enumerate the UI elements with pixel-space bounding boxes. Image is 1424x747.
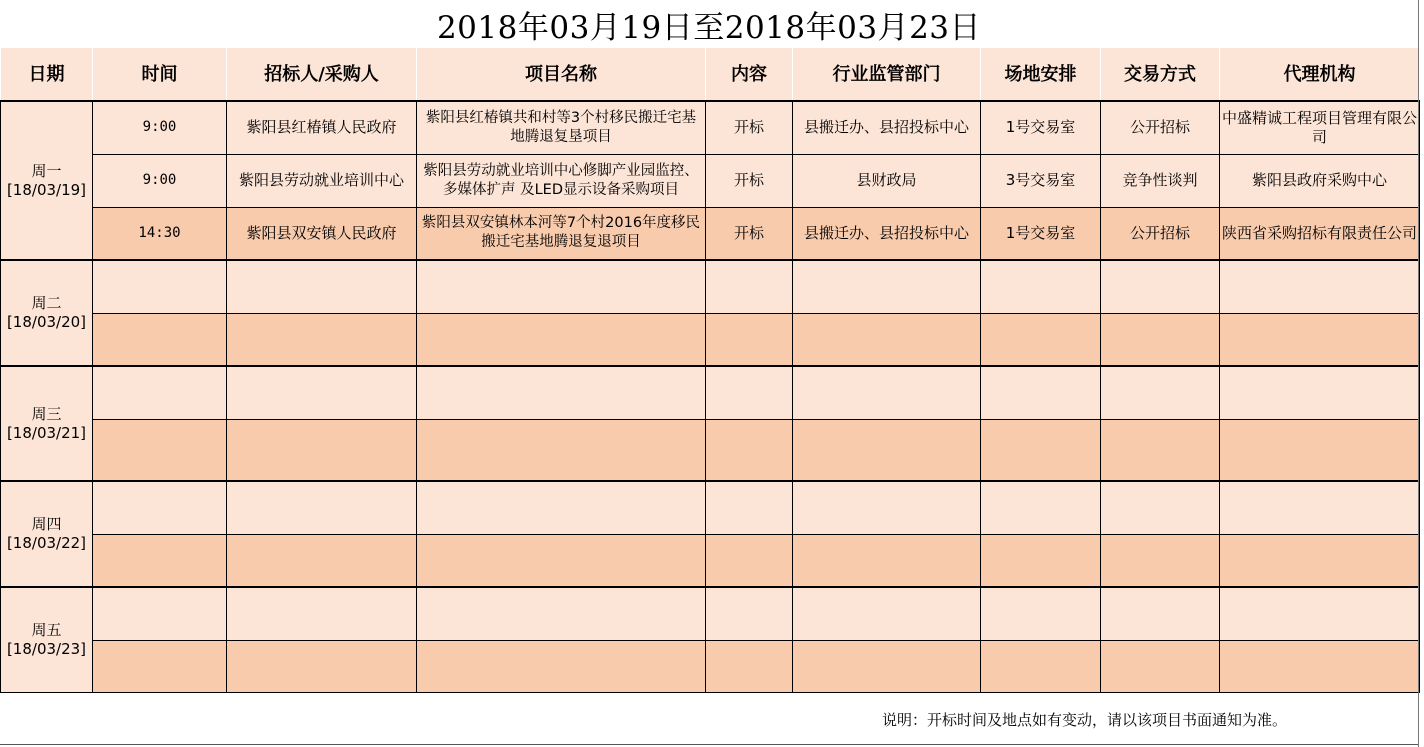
header-method: 交易方式 <box>1101 48 1220 101</box>
empty-cell <box>417 260 706 313</box>
empty-cell <box>1101 640 1220 692</box>
table-row <box>1 587 1420 640</box>
time-cell: 9:00 <box>93 101 227 154</box>
empty-cell <box>417 534 706 587</box>
method-cell: 公开招标 <box>1101 101 1220 154</box>
empty-cell <box>227 419 417 481</box>
date-label: [18/03/19] <box>6 180 87 199</box>
header-content: 内容 <box>706 48 793 101</box>
date-cell <box>1 366 93 481</box>
empty-cell <box>417 587 706 640</box>
table-row <box>1 313 1420 366</box>
agency-cell: 紫阳县政府采购中心 <box>1220 154 1420 207</box>
empty-cell <box>227 260 417 313</box>
empty-cell <box>793 587 981 640</box>
empty-cell <box>706 640 793 692</box>
empty-cell <box>793 481 981 534</box>
bottom-divider <box>0 744 1419 745</box>
empty-cell <box>93 260 227 313</box>
table-row <box>1 366 1420 419</box>
tenderer-cell: 紫阳县双安镇人民政府 <box>227 207 417 260</box>
empty-cell <box>1220 587 1420 640</box>
weekday-label: 周二 <box>31 294 62 312</box>
dept-cell: 县搬迁办、县招投标中心 <box>793 101 981 154</box>
header-date: 日期 <box>1 48 93 101</box>
header-tenderer: 招标人/采购人 <box>227 48 417 101</box>
empty-cell <box>793 260 981 313</box>
empty-cell <box>1101 481 1220 534</box>
empty-cell <box>793 313 981 366</box>
empty-cell <box>981 587 1101 640</box>
empty-cell <box>227 640 417 692</box>
empty-cell <box>93 366 227 419</box>
table-row <box>1 419 1420 481</box>
empty-cell <box>1220 481 1420 534</box>
header-row <box>1 48 1420 101</box>
empty-cell <box>706 587 793 640</box>
table-row <box>1 534 1420 587</box>
empty-cell <box>227 313 417 366</box>
empty-cell <box>93 534 227 587</box>
agency-cell: 中盛精诚工程项目管理有限公司 <box>1220 101 1420 154</box>
empty-cell <box>93 313 227 366</box>
header-agency: 代理机构 <box>1220 48 1420 101</box>
empty-cell <box>1220 366 1420 419</box>
empty-cell <box>417 366 706 419</box>
empty-cell <box>706 419 793 481</box>
empty-cell <box>1220 313 1420 366</box>
empty-cell <box>227 587 417 640</box>
empty-cell <box>981 640 1101 692</box>
tenderer-cell: 紫阳县红椿镇人民政府 <box>227 101 417 154</box>
table-row <box>1 481 1420 534</box>
schedule-table <box>0 48 1420 693</box>
empty-cell <box>93 587 227 640</box>
empty-cell <box>93 481 227 534</box>
empty-cell <box>981 260 1101 313</box>
empty-cell <box>1101 313 1220 366</box>
table-row <box>1 154 1420 207</box>
empty-cell <box>417 419 706 481</box>
empty-cell <box>417 313 706 366</box>
empty-cell <box>417 481 706 534</box>
agency-cell: 陕西省采购招标有限责任公司 <box>1220 207 1420 260</box>
page-title: 2018年03月19日至2018年03月23日 <box>436 9 982 46</box>
header-venue: 场地安排 <box>981 48 1101 101</box>
empty-cell <box>417 640 706 692</box>
empty-cell <box>1101 587 1220 640</box>
table-row <box>1 207 1420 260</box>
header-project: 项目名称 <box>417 48 706 101</box>
weekday-label: 周一 <box>31 161 62 180</box>
empty-cell <box>981 419 1101 481</box>
empty-cell <box>793 534 981 587</box>
empty-cell <box>227 481 417 534</box>
project-cell: 紫阳县劳动就业培训中心修脚产业园监控、多媒体扩声 及LED显示设备采购项目 <box>417 154 706 207</box>
project-cell: 紫阳县红椿镇共和村等3个村移民搬迁宅基地腾退复垦项目 <box>417 101 706 154</box>
footnote: 说明：开标时间及地点如有变动，请以该项目书面通知为准。 <box>882 711 1288 729</box>
table-row <box>1 640 1420 692</box>
empty-cell <box>93 640 227 692</box>
empty-cell <box>706 260 793 313</box>
right-divider <box>1418 0 1419 747</box>
time-cell: 9:00 <box>93 154 227 207</box>
empty-cell <box>227 366 417 419</box>
date-label: [18/03/21] <box>6 423 87 442</box>
empty-cell <box>1220 419 1420 481</box>
weekday-label: 周五 <box>31 620 62 639</box>
empty-cell <box>793 366 981 419</box>
empty-cell <box>706 366 793 419</box>
empty-cell <box>981 481 1101 534</box>
venue-cell: 1号交易室 <box>981 101 1101 154</box>
venue-cell: 1号交易室 <box>981 207 1101 260</box>
empty-cell <box>1220 534 1420 587</box>
dept-cell: 县搬迁办、县招投标中心 <box>793 207 981 260</box>
venue-cell: 3号交易室 <box>981 154 1101 207</box>
date-label: [18/03/22] <box>6 534 87 552</box>
time-cell: 14:30 <box>93 207 227 260</box>
date-cell <box>1 260 93 366</box>
empty-cell <box>706 313 793 366</box>
date-label: [18/03/20] <box>6 313 87 331</box>
empty-cell <box>93 419 227 481</box>
date-cell <box>1 481 93 587</box>
content-cell: 开标 <box>706 207 793 260</box>
method-cell: 公开招标 <box>1101 207 1220 260</box>
empty-cell <box>1101 260 1220 313</box>
method-cell: 竞争性谈判 <box>1101 154 1220 207</box>
date-cell <box>1 587 93 692</box>
empty-cell <box>1101 366 1220 419</box>
project-cell: 紫阳县双安镇林本河等7个村2016年度移民搬迁宅基地腾退复退项目 <box>417 207 706 260</box>
empty-cell <box>793 419 981 481</box>
empty-cell <box>1220 260 1420 313</box>
empty-cell <box>706 481 793 534</box>
date-label: [18/03/23] <box>6 639 87 658</box>
empty-cell <box>1220 640 1420 692</box>
header-dept: 行业监管部门 <box>793 48 981 101</box>
empty-cell <box>981 313 1101 366</box>
header-time: 时间 <box>93 48 227 101</box>
table-row <box>1 101 1420 154</box>
content-cell: 开标 <box>706 154 793 207</box>
empty-cell <box>981 366 1101 419</box>
empty-cell <box>1101 419 1220 481</box>
weekday-label: 周四 <box>31 515 62 533</box>
tenderer-cell: 紫阳县劳动就业培训中心 <box>227 154 417 207</box>
weekday-label: 周三 <box>31 404 62 423</box>
empty-cell <box>1101 534 1220 587</box>
empty-cell <box>227 534 417 587</box>
date-cell <box>1 101 93 260</box>
content-cell: 开标 <box>706 101 793 154</box>
dept-cell: 县财政局 <box>793 154 981 207</box>
empty-cell <box>981 534 1101 587</box>
table-row <box>1 260 1420 313</box>
empty-cell <box>793 640 981 692</box>
empty-cell <box>706 534 793 587</box>
